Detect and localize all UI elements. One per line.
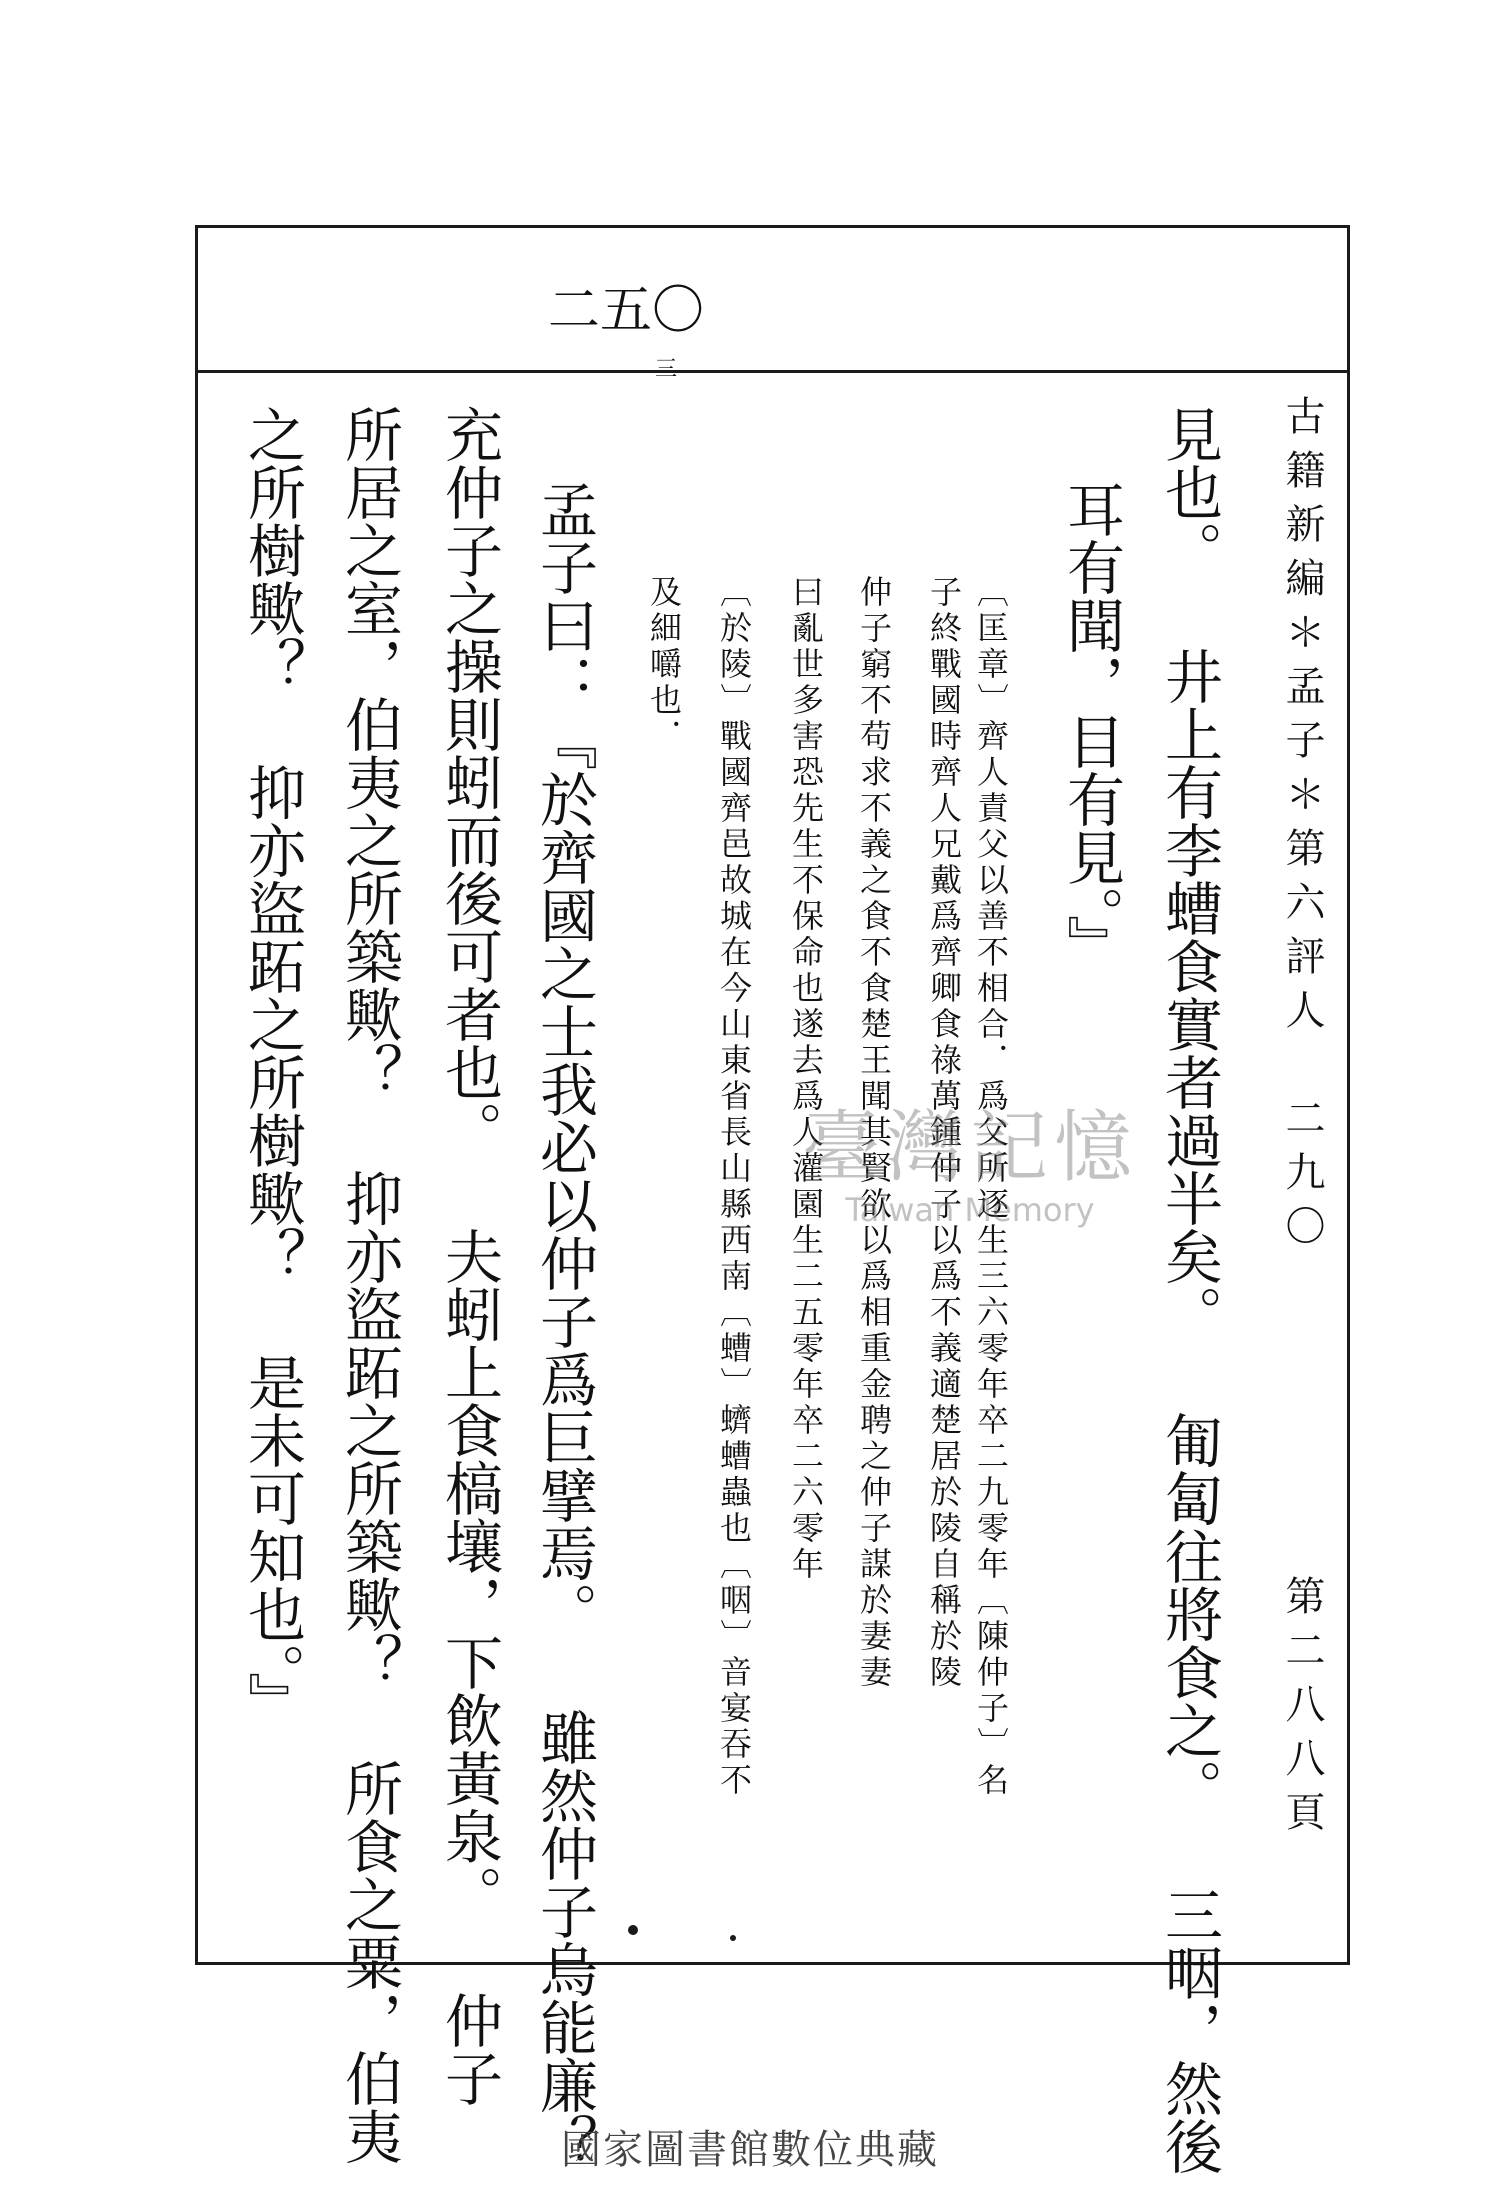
watermark-subtitle: Taiwan Memory	[845, 1191, 1095, 1229]
note-column-2: 子終戰國時齊人兄戴爲齊卿食祿萬鍾仲子以爲不義適楚居於陵自稱於陵	[925, 575, 963, 1691]
folio-mark: 三	[655, 357, 678, 382]
main-column-5: 所居之室，伯夷之所築歟？ 抑亦盜跖之所築歟？ 所食之粟，伯夷	[335, 405, 403, 2165]
page-number: 第二八八頁	[1279, 1575, 1325, 1845]
watermark-title: 臺灣記憶	[801, 1103, 1138, 1193]
main-column-1: 見也。 井上有李螬食實者過半矣。 匍匐往將食之。 三咽，然後	[1155, 405, 1223, 2175]
note-column-6: 及細嚼也．	[645, 575, 683, 755]
folio-number: 二五〇	[548, 281, 705, 341]
stray-mark	[628, 1925, 638, 1935]
note-column-4: 曰亂世多害恐先生不保命也遂去爲人灌園生二五零年卒二六零年	[787, 575, 825, 1583]
running-title: 古籍新編＊孟子＊第六評人 二九〇	[1279, 395, 1325, 1259]
frame-divider	[195, 370, 1350, 373]
stray-mark	[730, 1935, 736, 1941]
main-column-2: 耳有聞，目有見。』	[1057, 480, 1125, 973]
note-column-1: 〔匡章〕齊人責父以善不相合．爲父所逐生三六零年卒二九零年〔陳仲子〕名	[972, 575, 1010, 1799]
main-column-4: 充仲子之操則蚓而後可者也。 夫蚓上食槁壤，下飲黃泉。 仲子	[435, 405, 503, 2107]
collection-footer: 國家圖書館數位典藏	[561, 2127, 939, 2173]
main-column-6: 之所樹歟？ 抑亦盜跖之所樹歟？ 是未可知也。』	[238, 405, 306, 1730]
note-column-5: 〔於陵〕戰國齊邑故城在今山東省長山縣西南〔螬〕蠐螬蟲也〔咽〕音宴吞不	[715, 575, 753, 1799]
main-column-3: 孟子曰：『於齊國之士我必以仲子爲巨擘焉。 雖然仲子烏能廉？	[530, 480, 598, 2172]
note-column-3: 仲子窮不苟求不義之食不食楚王聞其賢欲以爲相重金聘之仲子謀於妻妻	[855, 575, 893, 1691]
